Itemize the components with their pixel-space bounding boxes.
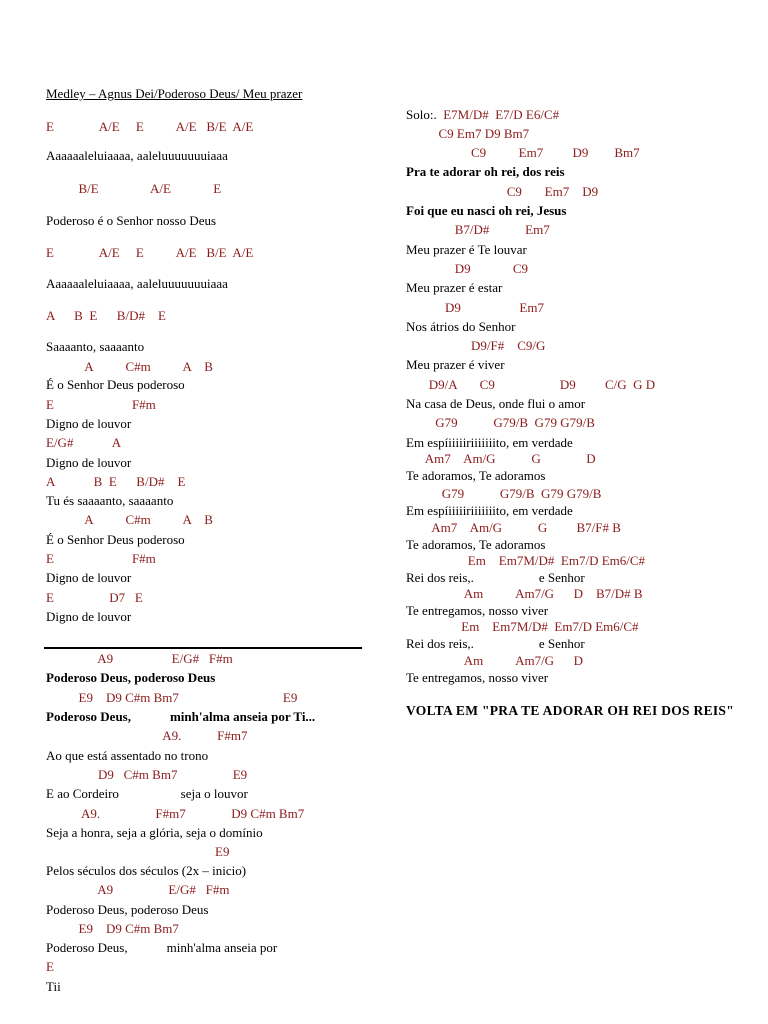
section-divider: [44, 647, 362, 649]
chord-line: Em Em7M/D# Em7/D Em6/C#: [406, 619, 639, 634]
lyric-line: Ao que está assentado no trono: [46, 748, 209, 763]
lyric-line: É o Senhor Deus poderoso: [46, 532, 185, 547]
lyric-line: Na casa de Deus, onde flui o amor: [406, 396, 586, 411]
chord-line: A9. F#m7 D9 C#m Bm7: [46, 806, 305, 821]
solo-line: [406, 107, 559, 123]
lyric-line: Tii: [46, 979, 61, 994]
solo-chords: E7M/D# E7/D E6/C#: [443, 107, 560, 122]
chord-line: E A/E E A/E B/E A/E: [46, 245, 254, 260]
lyric-line-bold: Poderoso Deus, poderoso Deus: [46, 670, 216, 685]
chord-line: D9 Em7: [406, 300, 544, 315]
chord-line: D9/F# C9/G: [406, 338, 546, 353]
lyric-line: Meu prazer é viver: [406, 357, 505, 372]
chord-line: C9 Em7 D9: [406, 184, 599, 199]
lyric-line: Digno de louvor: [46, 570, 132, 585]
chord-line: A9 E/G# F#m: [46, 882, 230, 897]
chord-line: C9 Em7 D9 Bm7: [406, 126, 530, 141]
chord-line: Em Em7M/D# Em7/D Em6/C#: [406, 553, 646, 568]
lyric-line: Aaaaaaleluiaaaa, aaleluuuuuuuiaaa: [46, 276, 228, 291]
lyric-line: Em espíiiiiiriiiiiiito, em verdade: [406, 503, 573, 518]
lyric-line: E ao Cordeiro seja o louvor: [46, 786, 248, 801]
lyric-line: Pelos séculos dos séculos (2x – inicio): [46, 863, 247, 878]
chord-line: G79 G79/B G79 G79/B: [406, 415, 595, 430]
chord-line: E F#m: [46, 551, 156, 566]
lyric-line: Nos átrios do Senhor: [406, 319, 516, 334]
chord-line: Am7 Am/G G D: [406, 451, 596, 466]
lyric-line: Te adoramos, Te adoramos: [406, 468, 546, 483]
chord-line: E9 D9 C#m Bm7 E9: [46, 690, 298, 705]
lyric-line: Digno de louvor: [46, 416, 132, 431]
chord-line: D9/A C9 D9 C/G G D: [406, 377, 656, 392]
lyric-line: Em espíiiiiiriiiiiiito, em verdade: [406, 435, 573, 450]
chord-line: A9 E/G# F#m: [46, 651, 233, 666]
lyric-line: Te adoramos, Te adoramos: [406, 537, 546, 552]
chord-line: A9. F#m7: [46, 728, 248, 743]
chord-line: Am Am7/G D: [406, 653, 583, 668]
lyric-line: Rei dos reis,. e Senhor: [406, 570, 585, 585]
lyric-line: Seja a honra, seja a glória, seja o domínio: [46, 825, 263, 840]
lyric-line: Poderoso é o Senhor nosso Deus: [46, 213, 217, 228]
chord-line: Am Am7/G D B7/D# B: [406, 586, 643, 601]
lyric-line: Aaaaaaleluiaaaa, aaleluuuuuuuiaaa: [46, 148, 228, 163]
chord-line: A B E B/D# E: [46, 308, 166, 323]
solo-label: Solo:.: [406, 107, 444, 122]
chord-line: E D7 E: [46, 590, 143, 605]
chord-line: E F#m: [46, 397, 156, 412]
lyric-line-bold: Poderoso Deus, minh'alma anseia por Ti...: [46, 709, 316, 724]
chord-line: A C#m A B: [46, 512, 213, 527]
chord-line: B/E A/E E: [46, 181, 222, 196]
chord-line: A B E B/D# E: [46, 474, 186, 489]
lyric-line: Saaaanto, saaaanto: [46, 339, 145, 354]
lyric-line: Te entregamos, nosso viver: [406, 670, 549, 685]
chord-line: G79 G79/B G79 G79/B: [406, 486, 602, 501]
repeat-note: VOLTA EM "PRA TE ADORAR OH REI DOS REIS": [406, 703, 735, 718]
lyric-line: Digno de louvor: [46, 609, 132, 624]
lyric-line-bold: Pra te adorar oh rei, dos reis: [406, 164, 565, 179]
chord-line: D9 C9: [406, 261, 529, 276]
chord-line: B7/D# Em7: [406, 222, 550, 237]
page-title: Medley – Agnus Dei/Poderoso Deus/ Meu prazer: [46, 86, 303, 101]
chord-line: E9: [46, 844, 230, 859]
lyric-line: Digno de louvor: [46, 455, 132, 470]
chord-line: C9 Em7 D9 Bm7: [406, 145, 640, 160]
chord-line: E/G# A: [46, 435, 122, 450]
lyric-line: Rei dos reis,. e Senhor: [406, 636, 585, 651]
chord-line: E9 D9 C#m Bm7: [46, 921, 179, 936]
chord-line: E A/E E A/E B/E A/E: [46, 119, 254, 134]
lyric-line: Meu prazer é Te louvar: [406, 242, 527, 257]
chord-line: Am7 Am/G G B7/F# B: [406, 520, 621, 535]
chord-line: D9 C#m Bm7 E9: [46, 767, 248, 782]
lyric-line-bold: Foi que eu nasci oh rei, Jesus: [406, 203, 567, 218]
chord-line: A C#m A B: [46, 359, 213, 374]
lyric-line: Te entregamos, nosso viver: [406, 603, 549, 618]
lyric-line: Poderoso Deus, poderoso Deus: [46, 902, 209, 917]
lyric-line: Meu prazer é estar: [406, 280, 503, 295]
lyric-line: Tu és saaaanto, saaaanto: [46, 493, 174, 508]
lyric-line: Poderoso Deus, minh'alma anseia por: [46, 940, 278, 955]
lyric-line: É o Senhor Deus poderoso: [46, 377, 185, 392]
chord-line: E: [46, 959, 54, 974]
